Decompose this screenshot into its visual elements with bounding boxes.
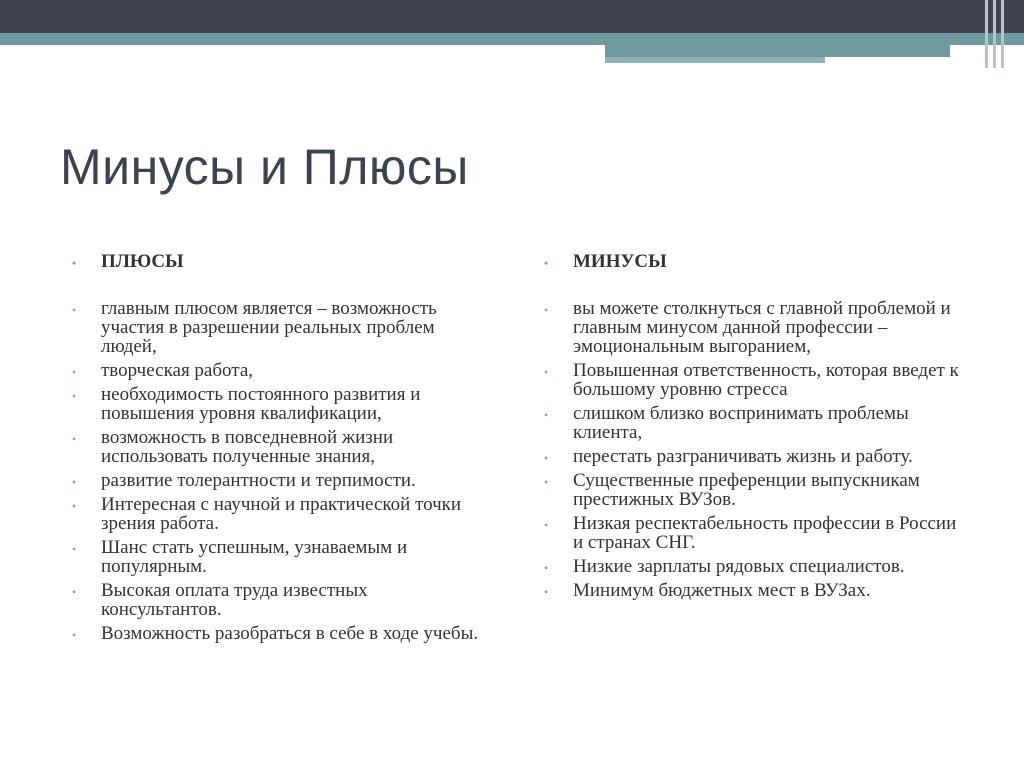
bullet-icon: •: [544, 561, 549, 575]
list-item: [72, 361, 492, 380]
bullet-icon: •: [72, 499, 77, 513]
list-item: [544, 557, 964, 576]
list-item: [544, 471, 964, 509]
bullet-icon: •: [72, 432, 77, 446]
cons-heading-label: МИНУСЫ: [573, 251, 667, 272]
list-item: [72, 624, 492, 643]
list-item-text: Низкая респектабельность профессии в России и странах СНГ.: [573, 513, 957, 553]
header-teal-accent: [605, 45, 950, 57]
list-item-text: Возможность разобраться в себе в ходе учебы.: [101, 623, 479, 644]
vertical-stripe: [993, 0, 996, 68]
list-item: [544, 581, 964, 600]
list-item-text: Шанс стать успешным, узнаваемым и популярным.: [101, 537, 408, 577]
pros-heading: [72, 252, 492, 271]
list-item-text: главным плюсом является – возможность участия в разрешении реальных проблем людей,: [101, 298, 437, 357]
bullet-icon: •: [72, 303, 77, 317]
slide-title: Минусы и Плюсы: [60, 139, 469, 195]
vertical-stripe: [1001, 0, 1004, 68]
header-band: [0, 0, 1024, 68]
bullet-icon: •: [544, 365, 549, 379]
bullet-icon: •: [544, 256, 549, 270]
list-item: [72, 428, 492, 466]
bullet-icon: •: [72, 365, 77, 379]
list-item: [544, 447, 964, 466]
cons-heading: [544, 252, 964, 271]
header-dark-stripe: [0, 0, 1024, 33]
header-vertical-stripes: [985, 0, 1024, 68]
list-item-text: необходимость постоянного развития и повышения уровня квалификации,: [101, 384, 421, 424]
bullet-icon: •: [544, 475, 549, 489]
pros-list: [72, 252, 492, 648]
bullet-icon: •: [544, 518, 549, 532]
header-teal-stripe: [0, 33, 1024, 45]
list-item: [544, 299, 964, 356]
list-item-text: творческая работа,: [101, 360, 253, 381]
bullet-icon: •: [544, 585, 549, 599]
list-item: [544, 514, 964, 552]
bullet-icon: •: [72, 628, 77, 642]
list-item-text: Повышенная ответственность, которая введет к большому уровню стресса: [573, 360, 959, 400]
list-item-text: перестать разграничивать жизнь и работу.: [573, 446, 913, 467]
list-item: [72, 581, 492, 619]
list-item-text: Высокая оплата труда известных консультантов.: [101, 580, 368, 620]
bullet-icon: •: [544, 451, 549, 465]
list-item-text: вы можете столкнуться с главной проблемой и главным минусом данной профессии – эмоциональным выгоранием,: [573, 298, 951, 357]
list-item-text: слишком близко воспринимать проблемы клиента,: [573, 403, 909, 443]
pros-heading-label: ПЛЮСЫ: [101, 251, 184, 272]
list-item: [72, 538, 492, 576]
list-item-text: Минимум бюджетных мест в ВУЗах.: [573, 580, 871, 601]
list-item: [544, 404, 964, 442]
bullet-icon: •: [72, 389, 77, 403]
list-item: [72, 471, 492, 490]
bullet-icon: •: [72, 256, 77, 270]
list-item: [72, 385, 492, 423]
bullet-icon: •: [544, 303, 549, 317]
list-item: [544, 361, 964, 399]
list-item-text: Низкие зарплаты рядовых специалистов.: [573, 556, 905, 577]
list-item-text: развитие толерантности и терпимости.: [101, 470, 416, 491]
header-teal-accent-small: [605, 57, 825, 63]
bullet-icon: •: [72, 542, 77, 556]
bullet-icon: •: [72, 585, 77, 599]
bullet-icon: •: [72, 475, 77, 489]
bullet-icon: •: [544, 408, 549, 422]
list-item: [72, 299, 492, 356]
list-item-text: Интересная с научной и практической точки зрения работа.: [101, 494, 462, 534]
vertical-stripe: [985, 0, 988, 68]
list-item-text: Существенные преференции выпускникам престижных ВУЗов.: [573, 470, 920, 510]
list-item: [72, 495, 492, 533]
cons-list: [544, 252, 964, 605]
list-item-text: возможность в повседневной жизни использовать полученные знания,: [101, 427, 394, 467]
